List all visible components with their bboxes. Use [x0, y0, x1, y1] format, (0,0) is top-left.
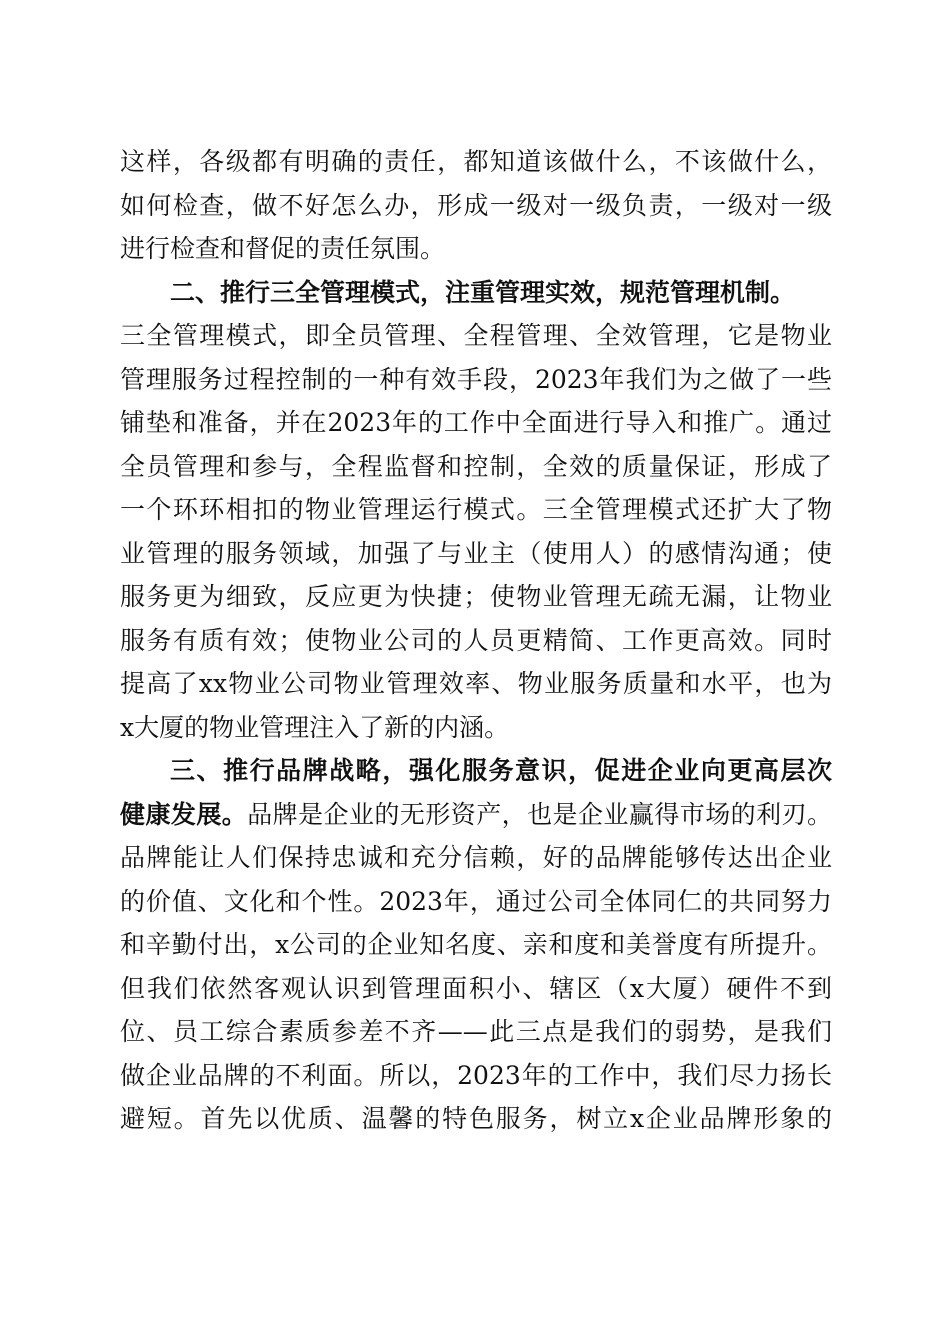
text-line: 进行检查和督促的责任氛围。: [120, 234, 446, 263]
text-line: 这样，各级都有明确的责任，都知道该做什么，不该做什么，: [120, 147, 832, 176]
section-heading-continued: 健康发展。: [120, 799, 248, 829]
text-line: 品牌能让人们保持忠诚和充分信赖，好的品牌能够传达出企业: [120, 843, 832, 872]
paragraph-three-full-management: [120, 271, 832, 750]
text-line: 铺垫和准备，并在2023年的工作中全面进行导入和推广。通过: [120, 408, 832, 437]
text-run: 品牌是企业的无形资产，也是企业赢得市场的利刃。: [247, 799, 832, 829]
text-line: 避短。首先以优质、温馨的特色服务，树立x企业品牌形象的: [120, 1104, 832, 1133]
paragraph-brand-strategy: [120, 749, 832, 1141]
text-line: 做企业品牌的不利面。所以，2023年的工作中，我们尽力扬长: [120, 1060, 832, 1090]
text-line: 提高了xx物业公司物业管理效率、物业服务质量和水平，也为: [120, 669, 832, 698]
text-line: 位、员工综合素质参差不齐——此三点是我们的弱势，是我们: [120, 1017, 832, 1046]
text-line: 如何检查，做不好怎么办，形成一级对一级负责，一级对一级: [120, 190, 832, 220]
text-line: 一个环环相扣的物业管理运行模式。三全管理模式还扩大了物: [120, 495, 832, 524]
text-line: x大厦的物业管理注入了新的内涵。: [120, 712, 510, 742]
text-line: 服务更为细致，反应更为快捷；使物业管理无疏无漏，让物业: [120, 582, 832, 611]
text-line: 服务有质有效；使物业公司的人员更精简、工作更高效。同时: [120, 625, 832, 655]
text-line: [120, 793, 832, 837]
paragraph-responsibility: [120, 140, 832, 271]
text-line: 业管理的服务领域，加强了与业主（使用人）的感情沟通；使: [120, 538, 832, 568]
text-line: 全员管理和参与，全程监督和控制，全效的质量保证，形成了: [120, 451, 832, 481]
text-line: 的价值、文化和个性。2023年，通过公司全体同仁的共同努力: [120, 886, 832, 916]
section-heading: 三、推行品牌战略，强化服务意识，促进企业向更高层次: [170, 756, 832, 785]
text-line: 管理服务过程控制的一种有效手段，2023年我们为之做了一些: [120, 364, 832, 394]
text-line: 但我们依然客观认识到管理面积小、辖区（x大厦）硬件不到: [120, 973, 832, 1003]
text-line: 三全管理模式，即全员管理、全程管理、全效管理，它是物业: [120, 321, 832, 350]
section-heading: 二、推行三全管理模式，注重管理实效，规范管理机制。: [170, 277, 796, 307]
text-line: 和辛勤付出，x公司的企业知名度、亲和度和美誉度有所提升。: [120, 930, 832, 959]
